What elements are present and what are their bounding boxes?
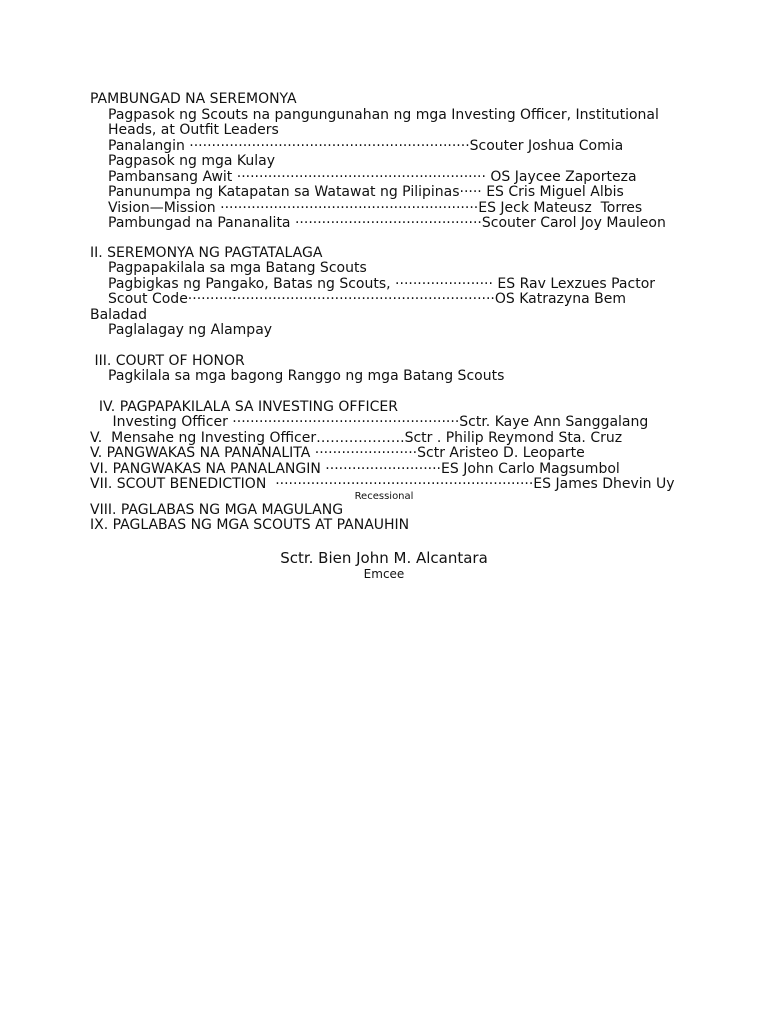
program-item: Pagkilala sa mga bagong Ranggo ng mga Batang Scouts (108, 368, 505, 384)
program-item: Pagpapakilala sa mga Batang Scouts (108, 260, 367, 276)
program-item: IX. PAGLABAS NG MGA SCOUTS AT PANAUHIN (90, 517, 410, 533)
section-heading-court-of-honor: III. COURT OF HONOR (90, 352, 245, 369)
section-heading-investiture: II. SEREMONYA NG PAGTATALAGA (90, 244, 323, 261)
emcee-name: Sctr. Bien John M. Alcantara (280, 549, 488, 567)
program-item: Pagpasok ng mga Kulay (108, 153, 276, 169)
section-heading-investing-officer: IV. PAGPAPAKILALA SA INVESTING OFFICER (90, 398, 398, 415)
section-heading-opening-ceremony: PAMBUNGAD NA SEREMONYA (90, 91, 297, 107)
program-item: VII. SCOUT BENEDICTION ··························································ES James Dhevin Uy (90, 476, 675, 492)
program-item: Scout Code·····································································OS Katrazyna Bem (108, 291, 626, 307)
program-item: V. Mensahe ng Investing Officer……………….Sctr . Philip Reymond Sta. Cruz (90, 429, 623, 446)
program-item: VIII. PAGLABAS NG MGA MAGULANG (90, 501, 344, 518)
program-item: Pambansang Awit ························································ OS Jaycee Zaporteza (108, 168, 637, 185)
program-item: Heads, at Outfit Leaders (108, 122, 279, 138)
program-item: VI. PANGWAKAS NA PANALANGIN ··························ES John Carlo Magsumbol (90, 460, 620, 477)
emcee-role: Emcee (363, 567, 405, 581)
program-item: Investing Officer ···················································Sctr. Kaye Ann Sanggalang (108, 414, 649, 430)
program-item: Vision—Mission ··························································ES Jeck Mateusz Torres (108, 199, 643, 216)
program-item-continuation: Baladad (90, 306, 148, 323)
program-item: Panalangin ·······························································Scouter Joshua Comia (108, 137, 624, 154)
program-item: Pagpasok ng Scouts na pangungunahan ng mga Investing Officer, Institutional (108, 106, 659, 123)
recessional-note: Recessional (354, 491, 414, 502)
program-item: Pambungad na Pananalita ··········································Scouter Carol Joy Mauleon (108, 215, 666, 231)
program-item: Pagbigkas ng Pangako, Batas ng Scouts, ······················ ES Rav Lexzues Pactor (108, 275, 656, 292)
program-item: V. PANGWAKAS NA PANANALITA ·······················Sctr Aristeo D. Leoparte (90, 445, 585, 461)
program-item: Panunumpa ng Katapatan sa Watawat ng Pilipinas····· ES Cris Miguel Albis (108, 184, 624, 200)
program-item: Paglalagay ng Alampay (108, 322, 273, 338)
